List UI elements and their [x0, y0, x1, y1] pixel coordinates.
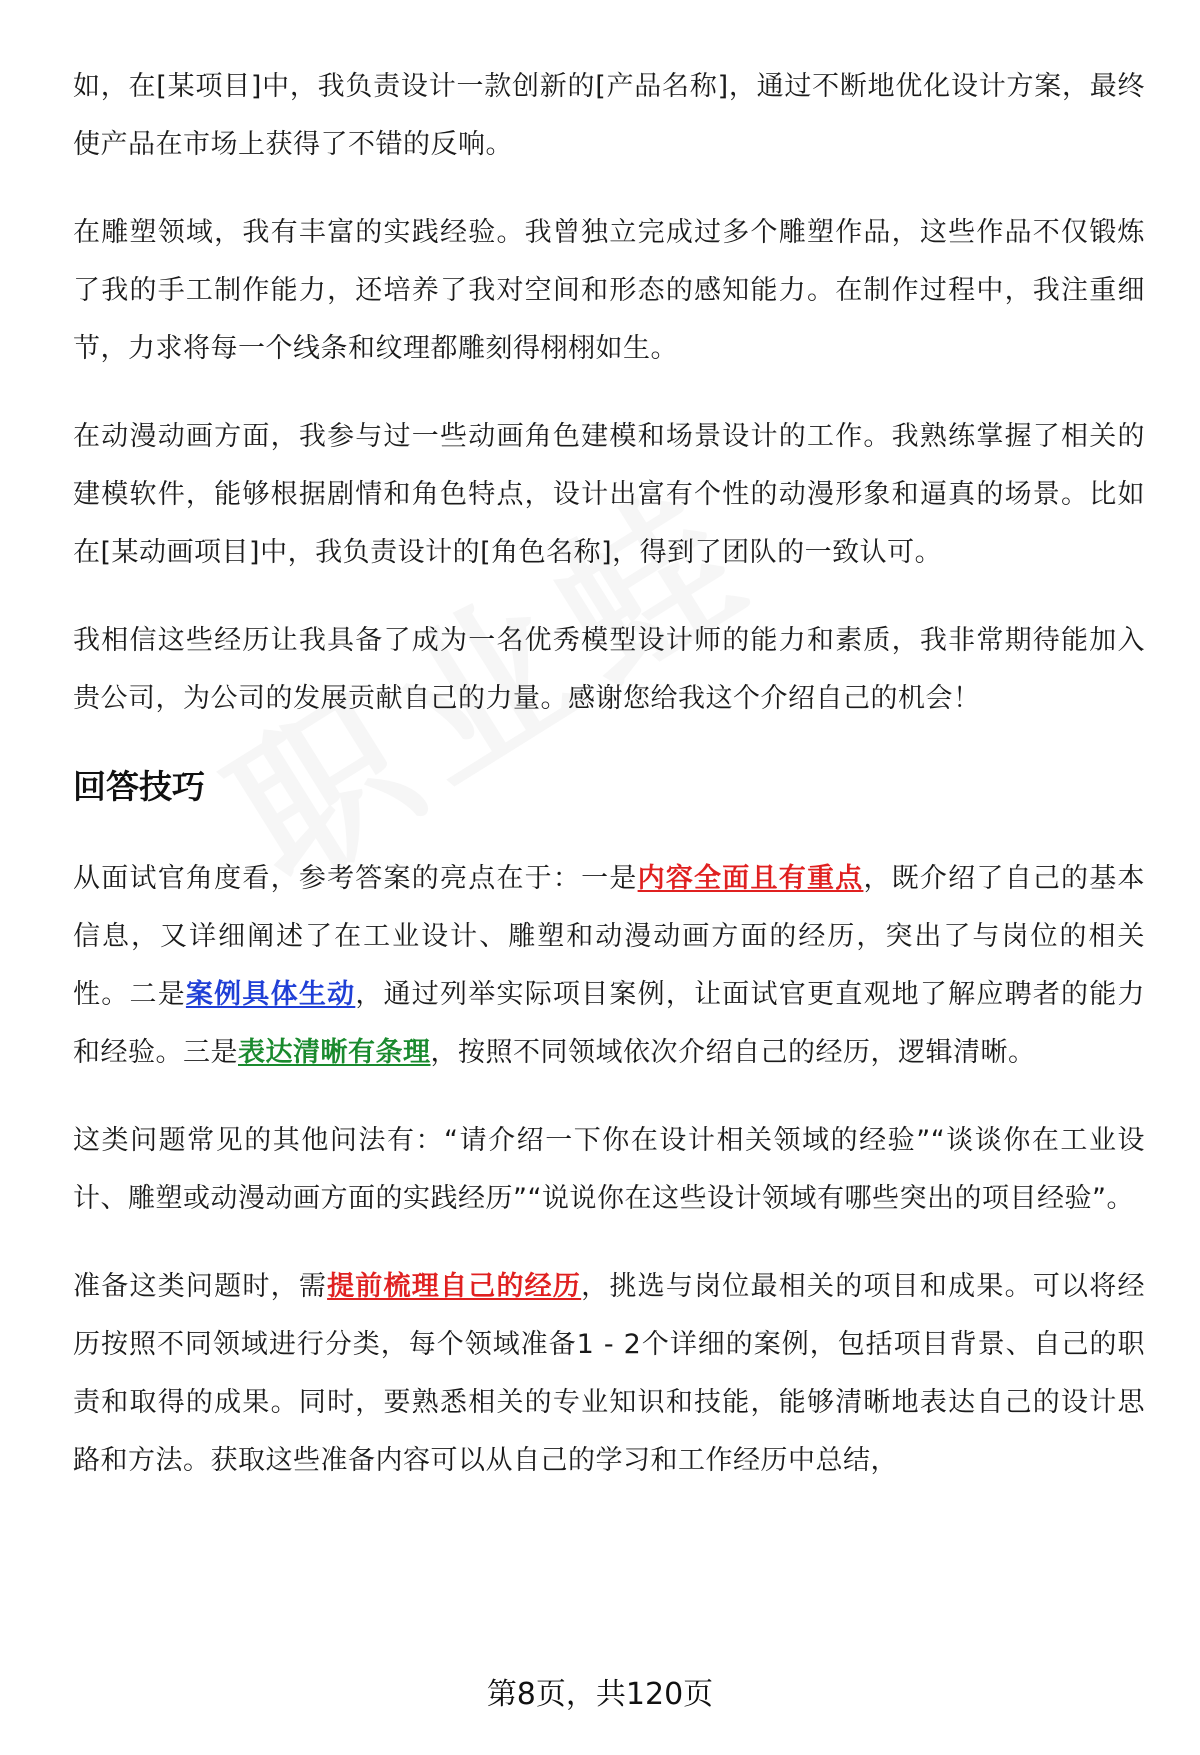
document-page: [73, 58, 1145, 1520]
text-segment: ，挑选与岗位最相关的项目和成果。可以将经历按照不同领域进行分类，每个领域准备1 - 2个详细的案例，包括项目背景、自己的职责和取得的成果。同时，要熟悉相关的专业知识和技能，能够清晰地表达自己的设计思路和方法。获取这些准备内容可以从自己的学习和工作经历中总结，: [73, 1271, 1146, 1476]
highlight-clear-expression: 表达清晰有条理: [238, 1037, 431, 1068]
highlight-specific-cases: 案例具体生动: [185, 979, 356, 1010]
text-segment: 从面试官角度看，参考答案的亮点在于：一是: [73, 863, 638, 894]
paragraph-animation: 在动漫动画方面，我参与过一些动画角色建模和场景设计的工作。我熟练掌握了相关的建模软件，能够根据剧情和角色特点，设计出富有个性的动漫形象和逼真的场景。比如在[某动画项目]中，我负责设计的[角色名称]，得到了团队的一致认可。: [73, 421, 1145, 568]
paragraph-other-questions: 这类问题常见的其他问法有：“请介绍一下你在设计相关领域的经验”“谈谈你在工业设计、雕塑或动漫动画方面的实践经历”“说说你在这些设计领域有哪些突出的项目经验”。: [73, 1125, 1145, 1214]
text-segment: ，按照不同领域依次介绍自己的经历，逻辑清晰。: [430, 1037, 1036, 1068]
highlight-comprehensive: 内容全面且有重点: [637, 863, 864, 894]
paragraph-closing: 我相信这些经历让我具备了成为一名优秀模型设计师的能力和素质，我非常期待能加入贵公司，为公司的发展贡献自己的力量。感谢您给我这个介绍自己的机会！: [73, 625, 1145, 714]
text-segment: ，通过列举实际项目案例，让面试官更直观地了解应聘者的能力和经验。三是: [73, 979, 1146, 1068]
paragraph-preparation: [73, 1258, 1145, 1490]
page-number-footer: 第8页，共120页: [486, 1677, 714, 1712]
section-heading-answer-tips: 回答技巧: [73, 767, 205, 806]
paragraph-interviewer-view: [73, 850, 1145, 1082]
paragraph-product-design: 如，在[某项目]中，我负责设计一款创新的[产品名称]，通过不断地优化设计方案，最终使产品在市场上获得了不错的反响。: [73, 71, 1145, 160]
highlight-organize-experience: 提前梳理自己的经历: [327, 1271, 582, 1302]
text-segment: ，既介绍了自己的基本信息，又详细阐述了在工业设计、雕塑和动漫动画方面的经历，突出了与岗位的相关性。二是: [73, 863, 1146, 1010]
text-segment: 准备这类问题时，需: [73, 1271, 328, 1302]
paragraph-sculpture: 在雕塑领域，我有丰富的实践经验。我曾独立完成过多个雕塑作品，这些作品不仅锻炼了我的手工制作能力，还培养了我对空间和形态的感知能力。在制作过程中，我注重细节，力求将每一个线条和纹理都雕刻得栩栩如生。: [73, 217, 1145, 364]
